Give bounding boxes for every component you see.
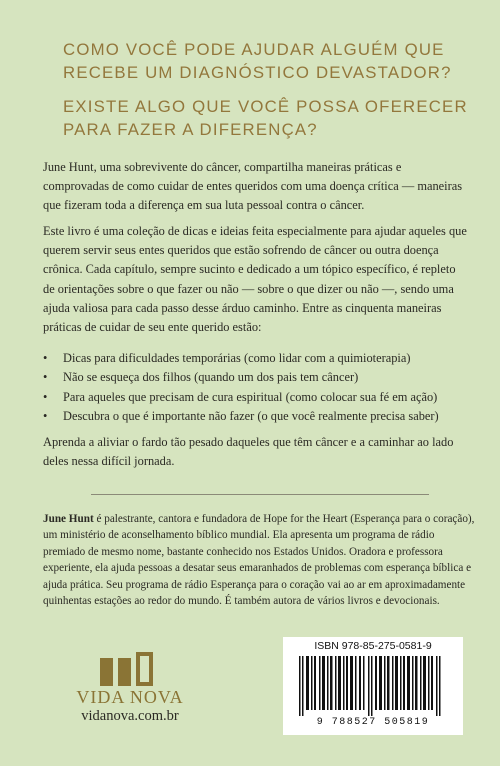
publisher-website: vidanova.com.br — [81, 708, 179, 724]
bullet-icon: • — [43, 351, 48, 365]
bullet-icon: • — [43, 389, 48, 404]
headline-line: COMO VOCÊ PODE AJUDAR ALGUÉM QUE — [63, 40, 445, 59]
list-item — [43, 368, 473, 387]
publisher-name: VIDA NOVA — [76, 687, 184, 707]
list-item-text: Para aqueles que precisam de cura espiritual (como colocar sua fé em ação) — [63, 389, 438, 404]
bullet-icon: • — [43, 370, 48, 385]
list-item — [43, 407, 473, 426]
description-paragraph: Este livro é uma coleção de dicas e ideias feita especialmente para ajudar aqueles que querem servir seus entes queridos que estão sofrendo de câncer ou outra doença crônica. Cada capítulo, sempre sucinto e dedicado a um tópico específico, é repleto de orientações sobre o que fazer ou não — sobre o que dizer ou não —, sendo uma ajuda valiosa para cada passo desse árduo caminho. Entre as cinquenta maneiras práticas de cuidar de seu ente querido estão: — [43, 224, 467, 335]
barcode-icon — [295, 656, 451, 716]
headline-line: PARA FAZER A DIFERENÇA? — [63, 120, 318, 139]
author-bio — [43, 511, 475, 609]
barcode-panel — [283, 637, 463, 735]
headline-line: EXISTE ALGO QUE VOCÊ POSSA OFERECER — [63, 97, 468, 116]
isbn-label: ISBN 978-85-275-0581-9 — [314, 640, 432, 652]
author-name: June Hunt — [43, 513, 94, 525]
headline-question-2 — [63, 95, 473, 141]
list-item-text: Dicas para dificuldades temporárias (como lidar com a quimioterapia) — [63, 351, 411, 365]
list-item — [43, 349, 473, 368]
bullet-icon: • — [43, 409, 48, 424]
vida-nova-logo-icon — [94, 652, 164, 686]
list-item — [43, 388, 473, 407]
intro-paragraph: June Hunt, uma sobrevivente do câncer, compartilha maneiras práticas e comprovadas de como cuidar de entes queridos com uma doença crítica — maneiras que fizeram toda a diferença em sua luta pessoal contra o câncer. — [43, 160, 463, 213]
author-bio-text: é palestrante, cantora e fundadora de Hope for the Heart (Esperança para o coração), um ministério de aconselhamento bíblico mundial. Ela apresenta um programa de rádio premiado de mesmo nome, bastante conhecido nos Estados Unidos. Oradora e professora experiente, ela ajuda pessoas a desatar seus emaranhados de problemas com esperança bíblica e ajuda prática. Seu programa de rádio Esperança para o coração vai ao ar em aproximadamente quinhentas estações ao redor do mundo. É também autora de vários livros e devocionais. — [43, 513, 475, 608]
barcode-digits: 9 788527 505819 — [316, 717, 430, 728]
practical-ways-list — [43, 349, 473, 427]
headline-line: RECEBE UM DIAGNÓSTICO DEVASTADOR? — [63, 63, 452, 82]
list-item-text: Não se esqueça dos filhos (quando um dos pais tem câncer) — [63, 370, 359, 385]
list-item-text: Descubra o que é importante não fazer (o que você realmente precisa saber) — [63, 409, 439, 424]
closing-paragraph: Aprenda a aliviar o fardo tão pesado daqueles que têm câncer e a caminhar ao lado deles nessa difícil jornada. — [43, 435, 454, 469]
headline-question-1 — [63, 38, 473, 84]
section-divider — [91, 494, 429, 495]
